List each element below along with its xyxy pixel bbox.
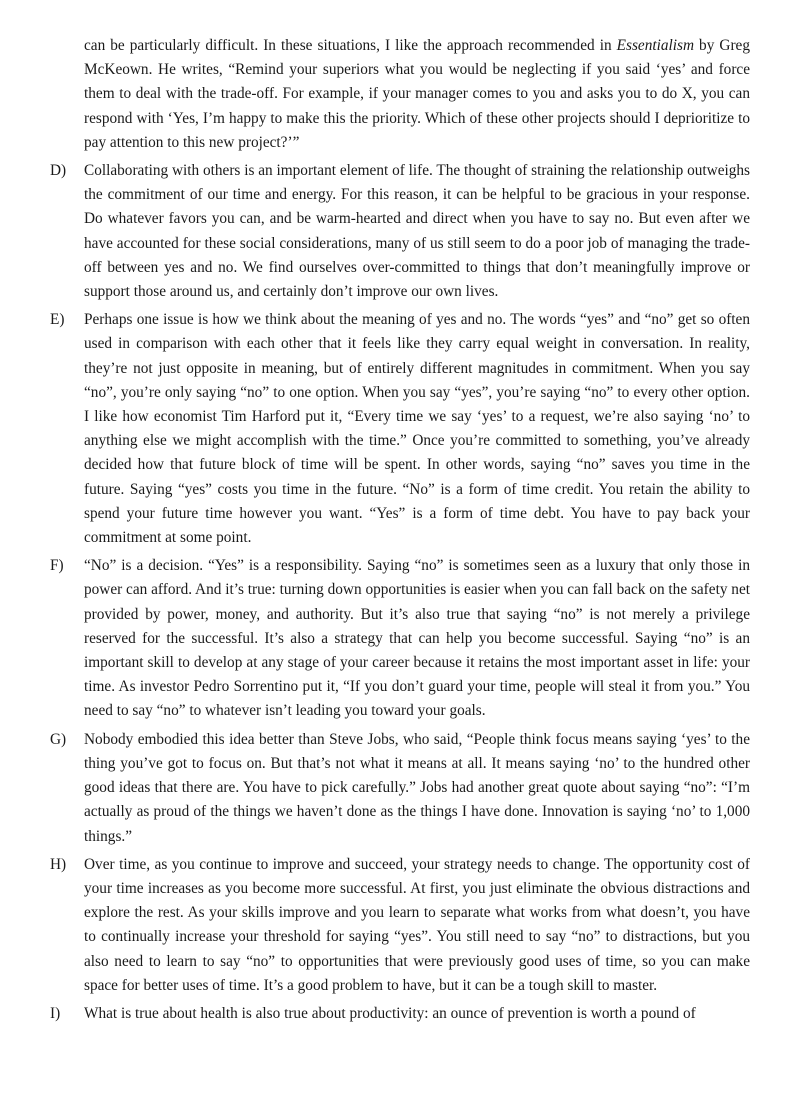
paragraph-label: H) [50,855,67,873]
paragraph-label: F) [50,557,64,575]
paragraph-label: D) [50,162,67,180]
paragraph-text: What is true about health is also true about productivity: an ounce of prevention is worth a pound of [84,1004,696,1022]
paragraph-text: Over time, as you continue to improve and succeed, your strategy needs to change. The opportunity cost of your time increases as you become more successful. At first, you just eliminate the obvious distractions and explore the rest. As your skills improve and you learn to separate what works from what doesn’t, you have to continually increase your threshold for saying “yes”. You still need to say “no” to distractions, but you also need to learn to say “no” to opportunities that were previously good uses of time, so you can make space for better uses of time. It’s a good problem to have, but it can be a tough skill to master. [84,855,750,994]
book-title: Essentialism [616,37,694,54]
paragraph-label: E) [50,311,65,329]
paragraph-text: Collaborating with others is an important element of life. The thought of straining the relationship outweighs the commitment of our time and energy. For this reason, it can be helpful to be gracious in your response. Do whatever favors you can, and be warm-hearted and direct when you have to say no. But even after we have accounted for these social considerations, many of us still seem to do a poor job of managing the trade-off between yes and no. We find ourselves over-committed to things that don’t meaningfully improve or support those around us, and certainly don’t improve our own lives. [84,162,750,301]
paragraph-d [50,159,750,304]
paragraph-label: I) [50,1004,61,1022]
paragraph-continuation [50,34,750,155]
paragraph-i [50,1002,750,1026]
paragraph-text-before: can be particularly difficult. In these situations, I like the approach recommended in [84,37,617,54]
paragraph-f [50,554,750,723]
paragraph-label: G) [50,730,67,748]
paragraph-text-after: by Greg McKeown. He writes, “Remind your superiors what you would be neglecting if you said ‘yes’ and force them to deal with the trade-off. For example, if your manager comes to you and asks you to do X, you can respond with ‘Yes, I’m happy to make this the priority. Which of these other projects should I deprioritize to pay attention to this new project?’” [84,37,750,151]
paragraph-g [50,728,750,849]
paragraph-h [50,853,750,998]
paragraph-text: Perhaps one issue is how we think about the meaning of yes and no. The words “yes” and “no” get so often used in comparison with each other that it feels like they carry equal weight in conversation. In reality, they’re not just opposite in meaning, but of entirely different magnitudes in commitment. When you say “no”, you’re only saying “no” to one option. When you say “yes”, you’re saying “no” to every other option. I like how economist Tim Harford put it, “Every time we say ‘yes’ to a request, we’re also saying ‘no’ to anything else we might accomplish with the time.” Once you’re committed to something, you’ve already decided how that future block of time will be spent. In other words, saying “no” saves you time in the future. Saying “yes” costs you time in the future. “No” is a form of time credit. You retain the ability to spend your future time however you want. “Yes” is a form of time debt. You have to pay back your commitment at some point. [84,311,750,547]
paragraph-text: Nobody embodied this idea better than Steve Jobs, who said, “People think focus means saying ‘yes’ to the thing you’ve got to focus on. But that’s not what it means at all. It means saying ‘no’ to the hundred other good ideas that there are. You have to pick carefully.” Jobs had another great quote about saying “no”: “I’m actually as proud of the things we haven’t done as the things I have done. Innovation is saying ‘no’ to 1,000 things.” [84,730,750,845]
paragraph-text: “No” is a decision. “Yes” is a responsibility. Saying “no” is sometimes seen as a luxury that only those in power can afford. And it’s true: turning down opportunities is easier when you can fall back on the safety net provided by power, money, and authority. But it’s also true that saying “no” is not merely a privilege reserved for the successful. It’s also a strategy that can help you become successful. Saying “no” is an important skill to develop at any stage of your career because it retains the most important asset in life: your time. As investor Pedro Sorrentino put it, “If you don’t guard your time, people will steal it from you.” You need to say “no” to whatever isn’t leading you toward your goals. [84,557,750,720]
paragraph-e [50,308,750,550]
